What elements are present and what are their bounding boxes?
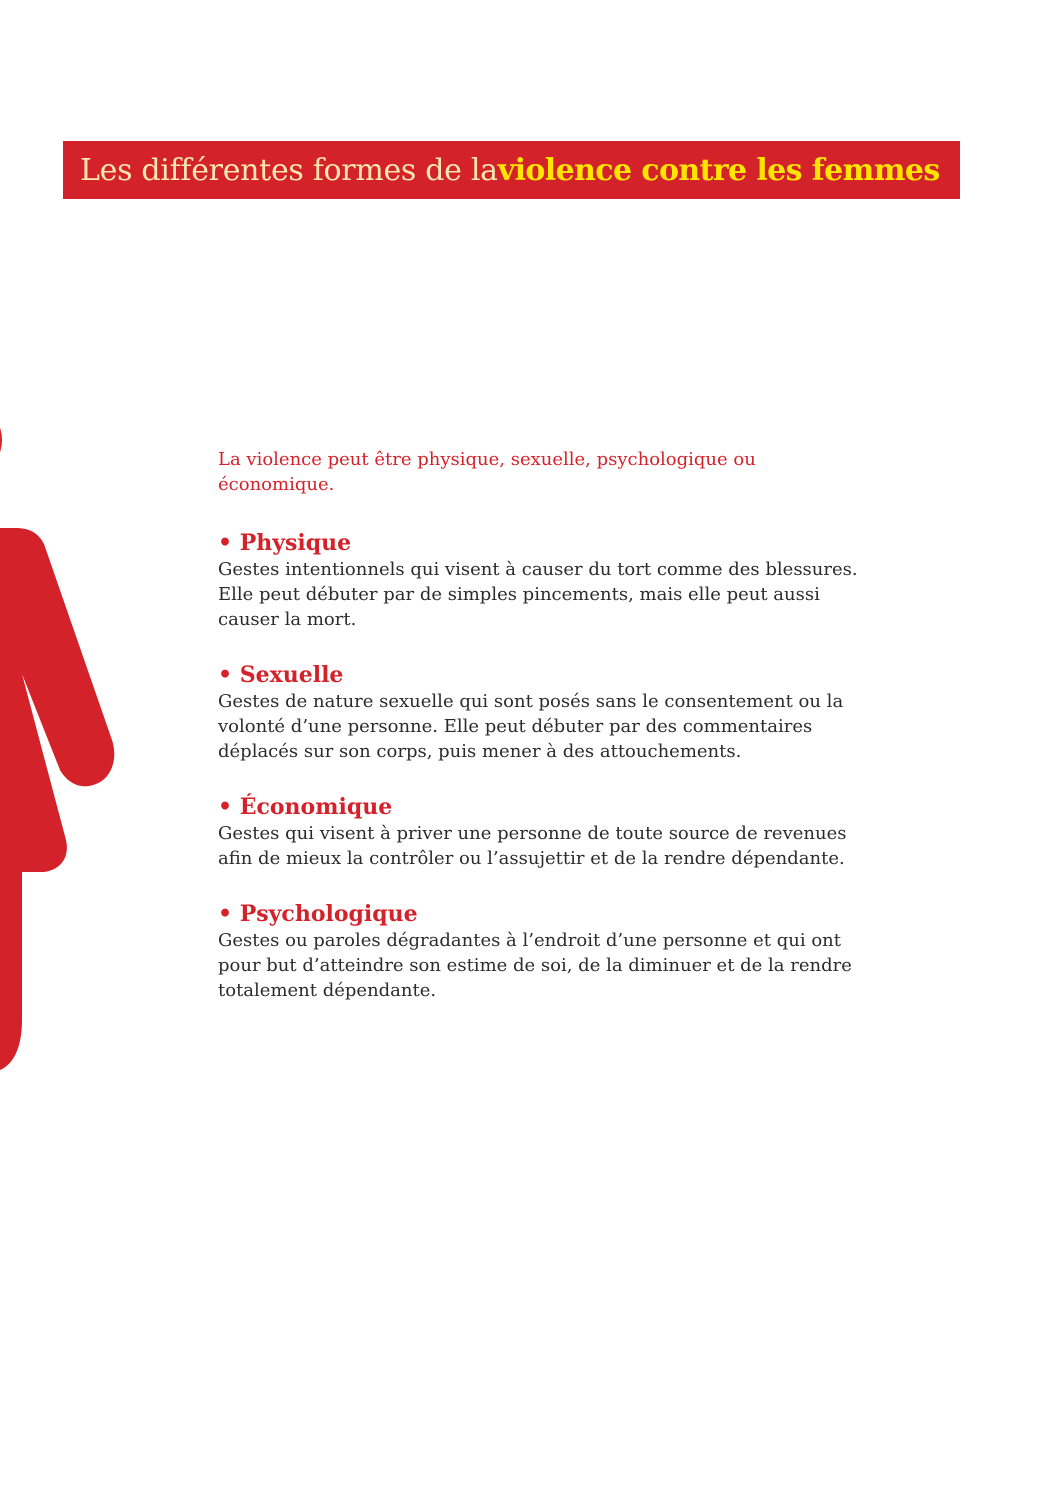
section-text: Gestes qui visent à priver une personne de toute source de revenues afin de mieux la contrôler ou l’assujettir et de la rendre dépendante. (218, 823, 847, 869)
section-psychologique (218, 900, 858, 1003)
section-heading: • Économique (218, 794, 393, 820)
section-heading: • Psychologique (218, 901, 418, 927)
section-text: Gestes intentionnels qui visent à causer du tort comme des blessures. Elle peut débuter par de simples pincements, mais elle peut aussi causer la mort. (218, 559, 858, 630)
section-text: Gestes de nature sexuelle qui sont posés sans le consentement ou la volonté d’une personne. Elle peut débuter par des commentaires déplacés sur son corps, puis mener à des attouchements. (218, 691, 844, 762)
section-economique (218, 793, 858, 871)
section-heading: • Physique (218, 530, 352, 556)
section-text: Gestes ou paroles dégradantes à l’endroit d’une personne et qui ont pour but d’atteindre son estime de soi, de la diminuer et de la rendre totalement dépendante. (218, 930, 852, 1001)
woman-figure-icon (0, 410, 130, 1090)
section-sexuelle (218, 661, 858, 764)
title-bold-text: violence contre les femmes (497, 152, 940, 188)
title-banner (63, 141, 960, 199)
section-physique (218, 529, 858, 632)
title-light-text: Les différentes formes de la (80, 152, 498, 188)
content (218, 447, 858, 1032)
intro-text: La violence peut être physique, sexuelle, psychologique ou économique. (218, 449, 756, 495)
section-heading: • Sexuelle (218, 662, 344, 688)
